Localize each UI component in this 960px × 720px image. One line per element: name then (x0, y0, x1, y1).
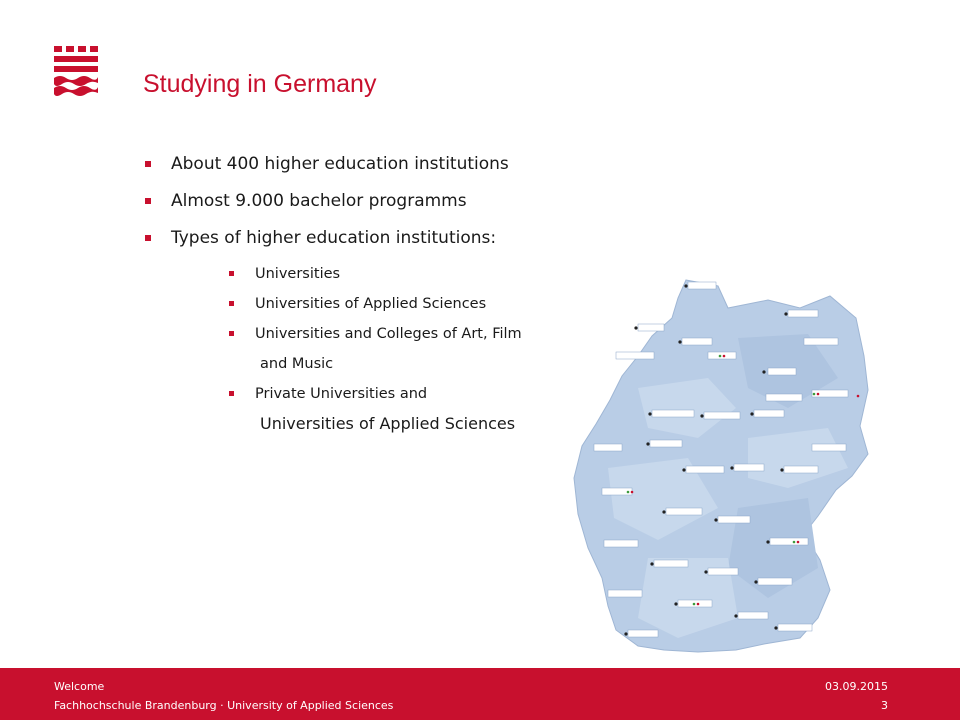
bullet-marker-icon (229, 331, 234, 336)
footer-institution: Fachhochschule Brandenburg · University of Applied Sciences (54, 699, 394, 712)
footer-date: 03.09.2015 (825, 680, 888, 693)
sub-bullet-item (143, 263, 573, 293)
germany-universities-map (568, 278, 894, 662)
bullet-text: About 400 higher education institutions (171, 154, 509, 174)
sub-bullet-text: Universities of Applied Sciences (255, 296, 487, 312)
slide-title: Studying in Germany (143, 70, 377, 98)
footer-bar (0, 668, 960, 720)
bullet-item (143, 226, 573, 263)
bullet-item (143, 189, 573, 226)
sub-bullet-text: Private Universities and (255, 386, 428, 402)
bullet-marker-icon (229, 301, 234, 306)
bullet-marker-icon (145, 161, 151, 167)
sub-bullet-item (143, 383, 573, 413)
footer-section-label: Welcome (54, 680, 105, 693)
sub-bullet-item (143, 323, 573, 353)
sub-bullet-item (143, 293, 573, 323)
bullet-item (143, 152, 573, 189)
sub-bullet-continuation: and Music (260, 356, 334, 372)
page-number: 3 (881, 699, 888, 712)
bullet-marker-icon (229, 271, 234, 276)
bullet-marker-icon (229, 391, 234, 396)
sub-bullet-text: Universities and Colleges of Art, Film (255, 326, 522, 342)
bullet-text: Almost 9.000 bachelor programms (171, 191, 467, 211)
bullet-marker-icon (145, 198, 151, 204)
brandenburg-logo-icon (52, 46, 100, 98)
sub-bullet-text: Universities (255, 266, 341, 282)
bullet-marker-icon (145, 235, 151, 241)
sub-bullet-continuation: Universities of Applied Sciences (260, 414, 516, 433)
bullet-list (143, 152, 573, 443)
bullet-text: Types of higher education institutions: (171, 228, 497, 248)
